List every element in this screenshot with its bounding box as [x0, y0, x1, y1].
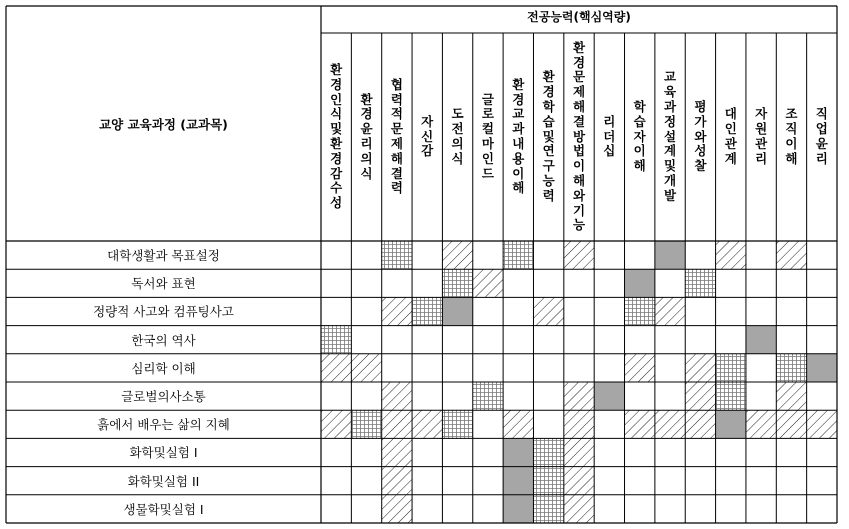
matrix-cell-hatched	[473, 269, 503, 297]
matrix-cell-hatched	[564, 410, 594, 438]
matrix-cell-hatched	[382, 467, 412, 495]
course-name: 독서와 표현	[131, 276, 196, 292]
matrix-cell-hatched	[382, 297, 412, 325]
matrix-cell-grid	[716, 354, 746, 382]
competency-header: 협 력 적 문 제 해 결 력	[390, 76, 403, 196]
competency-header: 환 경 문 제 해 결 방 법 이 해 와 기 능	[572, 39, 586, 233]
matrix-cell-hatched	[685, 410, 715, 438]
matrix-cell-solid	[807, 354, 837, 382]
matrix-cell-hatched	[625, 354, 655, 382]
course-name: 심리학 이해	[131, 360, 196, 376]
course-name: 정량적 사고와 컴퓨팅사고	[93, 304, 234, 320]
matrix-cell-grid	[533, 467, 563, 495]
matrix-cell-hatched	[442, 241, 472, 269]
matrix-cell-hatched	[503, 410, 533, 438]
matrix-cell-hatched	[685, 382, 715, 410]
competency-header: 자 원 관 리	[755, 106, 768, 166]
matrix-cell-hatched	[776, 410, 806, 438]
matrix-cell-grid	[716, 382, 746, 410]
competency-header: 대 인 관 계	[724, 106, 737, 166]
matrix-cell-grid	[685, 269, 715, 297]
matrix-cell-hatched	[655, 297, 685, 325]
matrix-cell-hatched	[382, 382, 412, 410]
matrix-cell-hatched	[412, 410, 442, 438]
matrix-cell-solid	[594, 382, 624, 410]
matrix-cell-hatched	[382, 410, 412, 438]
matrix-cell-solid	[503, 495, 533, 523]
competency-header: 학 습 자 이 해	[633, 99, 646, 174]
course-name: 한국의 역사	[131, 332, 196, 348]
competency-header: 리 더 십	[603, 113, 616, 159]
course-name: 대학생활과 목표설정	[107, 248, 220, 264]
competency-header: 환 경 윤 리 의 식	[360, 91, 373, 181]
matrix-cell-solid	[625, 269, 655, 297]
matrix-cell-hatched	[655, 410, 685, 438]
matrix-cell-solid	[716, 410, 746, 438]
matrix-cell-grid	[442, 269, 472, 297]
matrix-cell-hatched	[564, 438, 594, 466]
matrix-cell-grid	[625, 297, 655, 325]
matrix-cell-hatched	[716, 241, 746, 269]
course-name: 화학및실험 I	[129, 445, 198, 461]
competency-header: 평 가 와 성 찰	[694, 99, 707, 174]
matrix-cell-hatched	[564, 382, 594, 410]
matrix-cell-hatched	[685, 354, 715, 382]
matrix-cell-solid	[655, 241, 685, 269]
competency-header: 환 경 학 습 및 연 구 능 력	[542, 69, 555, 203]
competency-header: 글 로 컬 마 인 드	[481, 91, 494, 181]
matrix-cell-hatched	[321, 354, 351, 382]
matrix-cell-grid	[473, 382, 503, 410]
matrix-cell-hatched	[776, 382, 806, 410]
matrix-cell-hatched	[564, 467, 594, 495]
competency-header: 조 직 이 해	[785, 106, 798, 166]
matrix-cell-solid	[503, 467, 533, 495]
matrix-cell-grid	[442, 410, 472, 438]
matrix-cell-hatched	[625, 410, 655, 438]
matrix-cell-grid	[533, 438, 563, 466]
competency-header: 도 전 의 식	[451, 106, 464, 166]
matrix-cell-grid	[776, 354, 806, 382]
course-name: 흙에서 배우는 삶의 지혜	[97, 417, 230, 433]
matrix-cell-hatched	[776, 241, 806, 269]
course-name: 생물학및실험 I	[123, 501, 204, 517]
matrix-cell-grid	[533, 495, 563, 523]
course-name: 화학및실험 II	[127, 473, 200, 489]
competency-header: 자 신 감	[421, 113, 434, 159]
matrix-cell-hatched	[351, 354, 381, 382]
matrix-cell-grid	[382, 241, 412, 269]
matrix-cell-hatched	[382, 495, 412, 523]
matrix-cell-grid	[503, 241, 533, 269]
matrix-cell-solid	[442, 297, 472, 325]
competency-header: 직 업 윤 리	[815, 106, 828, 166]
matrix-cell-grid	[412, 297, 442, 325]
matrix-cell-hatched	[564, 241, 594, 269]
matrix-cell-hatched	[807, 410, 837, 438]
matrix-cell-hatched	[746, 410, 776, 438]
matrix-cell-hatched	[321, 410, 351, 438]
course-column-header: 교양 교육과정 (교과목)	[99, 116, 228, 132]
competency-group-header: 전공능력(핵심역량)	[527, 10, 631, 24]
competency-header: 환 경 교 과 내 용 이 해	[512, 76, 525, 196]
matrix-cell-hatched	[564, 495, 594, 523]
matrix-cell-hatched	[533, 297, 563, 325]
competency-header: 교 육 과 정 설 계 및 개 발	[664, 69, 677, 203]
matrix-cell-grid	[321, 326, 351, 354]
course-name: 글로벌의사소통	[121, 389, 206, 405]
matrix-cell-hatched	[382, 438, 412, 466]
matrix-cell-solid	[746, 326, 776, 354]
matrix-cell-solid	[503, 438, 533, 466]
matrix-cell-grid	[351, 410, 381, 438]
competency-header: 환 경 인 식 및 환 경 감 수 성	[330, 62, 343, 211]
